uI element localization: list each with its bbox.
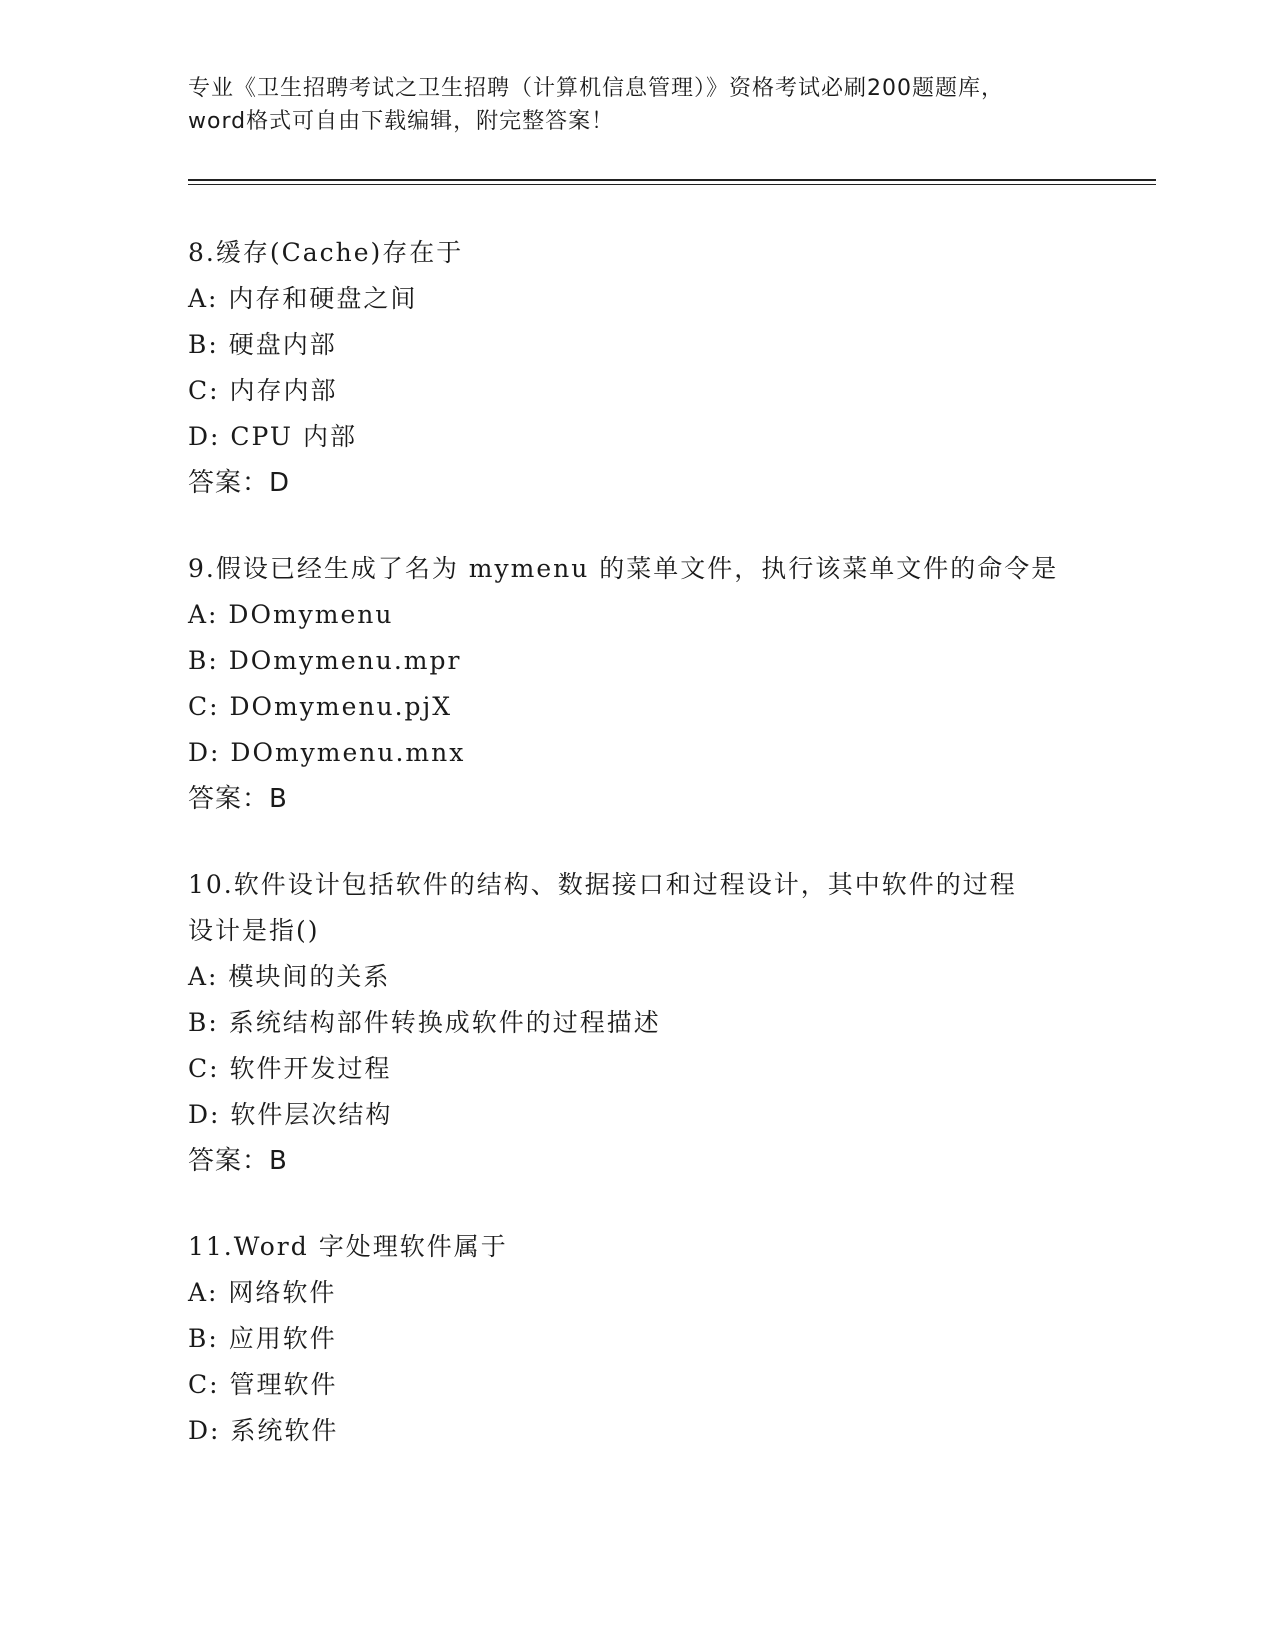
- question-stem: 10.软件设计包括软件的结构、数据接口和过程设计，其中软件的过程: [188, 870, 1017, 899]
- answer-label: 答案：B: [188, 784, 288, 814]
- header-title-line-1: 专业《卫生招聘考试之卫生招聘（计算机信息管理）》资格考试必刷200题题库，: [188, 76, 1004, 101]
- option-a: A: 模块间的关系: [188, 962, 391, 991]
- option-a: A: 内存和硬盘之间: [188, 284, 418, 313]
- question-9: [188, 546, 1088, 822]
- question-stem: 9.假设已经生成了名为 mymenu 的菜单文件，执行该菜单文件的命令是: [188, 554, 1059, 583]
- header-divider-thin: [188, 184, 1156, 185]
- question-11: [188, 1224, 1088, 1454]
- question-stem: 11.Word 字处理软件属于: [188, 1232, 508, 1261]
- option-b: B: 系统结构部件转换成软件的过程描述: [188, 1008, 661, 1037]
- document-header: [188, 72, 1088, 138]
- header-title-line-2: word格式可自由下载编辑，附完整答案！: [188, 109, 615, 134]
- question-stem: 8.缓存(Cache)存在于: [188, 238, 464, 267]
- header-divider-thick: [188, 179, 1156, 181]
- option-c: C: 软件开发过程: [188, 1054, 392, 1083]
- option-c: C: 管理软件: [188, 1370, 338, 1399]
- option-b: B: 应用软件: [188, 1324, 337, 1353]
- option-d: D: CPU 内部: [188, 422, 357, 451]
- option-d: D: DOmymenu.mnx: [188, 738, 466, 767]
- question-8: [188, 230, 1088, 506]
- question-stem-continued: 设计是指(): [188, 916, 320, 945]
- option-a: A: DOmymenu: [188, 600, 394, 629]
- option-a: A: 网络软件: [188, 1278, 337, 1307]
- option-d: D: 软件层次结构: [188, 1100, 393, 1129]
- option-b: B: 硬盘内部: [188, 330, 337, 359]
- option-b: B: DOmymenu.mpr: [188, 646, 462, 675]
- option-c: C: 内存内部: [188, 376, 338, 405]
- answer-label: 答案：D: [188, 468, 291, 498]
- option-c: C: DOmymenu.pjX: [188, 692, 453, 721]
- question-10: [188, 862, 1088, 1184]
- option-d: D: 系统软件: [188, 1416, 339, 1445]
- answer-label: 答案：B: [188, 1146, 288, 1176]
